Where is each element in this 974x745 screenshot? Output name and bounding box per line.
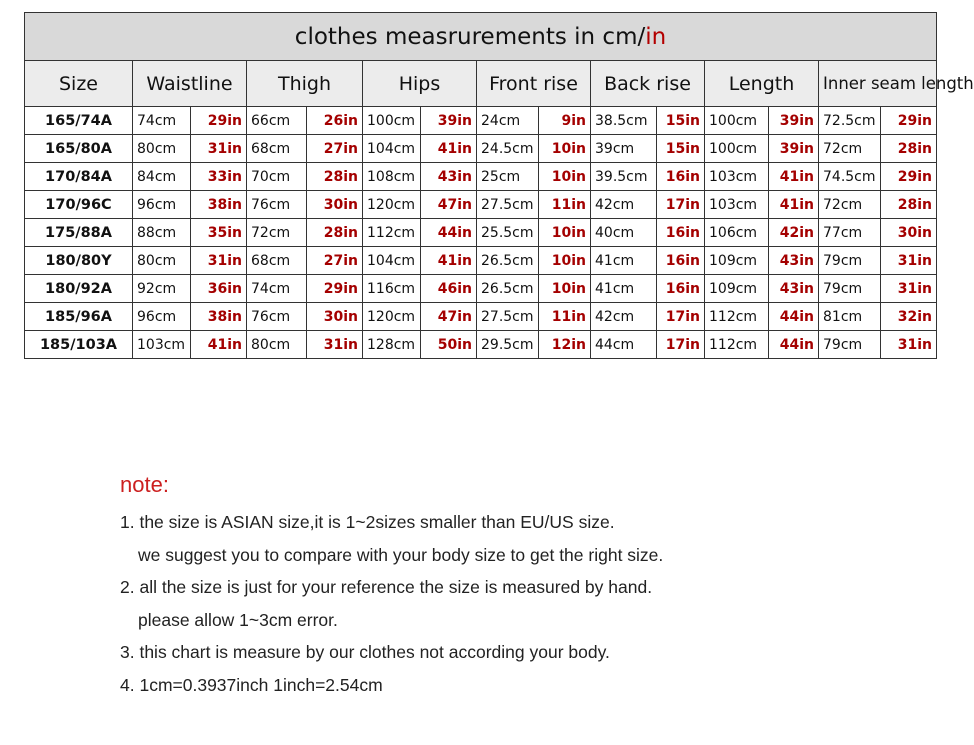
inch-value-cell: 28in <box>881 191 937 219</box>
size-cell: 185/103A <box>25 331 133 359</box>
inch-value-cell: 36in <box>191 275 247 303</box>
cm-value-cell: 24.5cm <box>477 135 539 163</box>
inch-value-cell: 38in <box>191 303 247 331</box>
cm-value-cell: 76cm <box>247 303 307 331</box>
table-row <box>25 331 937 359</box>
inch-value-cell: 17in <box>657 303 705 331</box>
inch-value-cell: 41in <box>769 191 819 219</box>
inch-value-cell: 41in <box>191 331 247 359</box>
cm-value-cell: 40cm <box>591 219 657 247</box>
cm-value-cell: 92cm <box>133 275 191 303</box>
cm-value-cell: 112cm <box>705 331 769 359</box>
cm-value-cell: 76cm <box>247 191 307 219</box>
inch-value-cell: 10in <box>539 135 591 163</box>
note-line: we suggest you to compare with your body size to get the right size. <box>138 544 664 565</box>
cm-value-cell: 42cm <box>591 191 657 219</box>
cm-value-cell: 120cm <box>363 303 421 331</box>
cm-value-cell: 104cm <box>363 247 421 275</box>
header-thigh: Thigh <box>247 61 363 107</box>
cm-value-cell: 74.5cm <box>819 163 881 191</box>
inch-value-cell: 43in <box>769 247 819 275</box>
inch-value-cell: 10in <box>539 247 591 275</box>
cm-value-cell: 96cm <box>133 303 191 331</box>
cm-value-cell: 109cm <box>705 247 769 275</box>
cm-value-cell: 25cm <box>477 163 539 191</box>
cm-value-cell: 80cm <box>133 135 191 163</box>
inch-value-cell: 28in <box>307 163 363 191</box>
inch-value-cell: 31in <box>881 331 937 359</box>
chart-title-accent: in <box>645 23 667 50</box>
cm-value-cell: 74cm <box>247 275 307 303</box>
inch-value-cell: 11in <box>539 191 591 219</box>
cm-value-cell: 128cm <box>363 331 421 359</box>
cm-value-cell: 100cm <box>363 107 421 135</box>
inch-value-cell: 17in <box>657 191 705 219</box>
inch-value-cell: 33in <box>191 163 247 191</box>
inch-value-cell: 31in <box>881 247 937 275</box>
cm-value-cell: 109cm <box>705 275 769 303</box>
cm-value-cell: 27.5cm <box>477 191 539 219</box>
inch-value-cell: 39in <box>769 107 819 135</box>
note-line: 2. all the size is just for your reference the size is measured by hand. <box>120 577 653 597</box>
cm-value-cell: 44cm <box>591 331 657 359</box>
size-chart-table <box>24 12 974 359</box>
cm-value-cell: 66cm <box>247 107 307 135</box>
inch-value-cell: 47in <box>421 303 477 331</box>
inch-value-cell: 43in <box>421 163 477 191</box>
cm-value-cell: 39.5cm <box>591 163 657 191</box>
cm-value-cell: 80cm <box>133 247 191 275</box>
inch-value-cell: 27in <box>307 247 363 275</box>
cm-value-cell: 41cm <box>591 247 657 275</box>
cm-value-cell: 120cm <box>363 191 421 219</box>
table-body <box>25 107 937 359</box>
inch-value-cell: 16in <box>657 275 705 303</box>
inch-value-cell: 15in <box>657 107 705 135</box>
note-line: 3. this chart is measure by our clothes not according your body. <box>120 642 610 662</box>
note-line: 1. the size is ASIAN size,it is 1~2sizes smaller than EU/US size. <box>120 512 615 532</box>
inch-value-cell: 29in <box>307 275 363 303</box>
inch-value-cell: 11in <box>539 303 591 331</box>
inch-value-cell: 41in <box>421 247 477 275</box>
note-line: please allow 1~3cm error. <box>138 609 338 630</box>
inch-value-cell: 35in <box>191 219 247 247</box>
header-size: Size <box>25 61 133 107</box>
inch-value-cell: 10in <box>539 163 591 191</box>
cm-value-cell: 79cm <box>819 275 881 303</box>
cm-value-cell: 84cm <box>133 163 191 191</box>
cm-value-cell: 39cm <box>591 135 657 163</box>
header-front-rise: Front rise <box>477 61 591 107</box>
cm-value-cell: 38.5cm <box>591 107 657 135</box>
inch-value-cell: 42in <box>769 219 819 247</box>
cm-value-cell: 77cm <box>819 219 881 247</box>
inch-value-cell: 43in <box>769 275 819 303</box>
table-row <box>25 275 937 303</box>
inch-value-cell: 46in <box>421 275 477 303</box>
inch-value-cell: 15in <box>657 135 705 163</box>
inch-value-cell: 32in <box>881 303 937 331</box>
header-hips: Hips <box>363 61 477 107</box>
cm-value-cell: 116cm <box>363 275 421 303</box>
inch-value-cell: 26in <box>307 107 363 135</box>
size-cell: 170/96C <box>25 191 133 219</box>
inch-value-cell: 50in <box>421 331 477 359</box>
inch-value-cell: 17in <box>657 331 705 359</box>
size-cell: 175/88A <box>25 219 133 247</box>
table-row <box>25 107 937 135</box>
table-row <box>25 163 937 191</box>
cm-value-cell: 112cm <box>705 303 769 331</box>
inch-value-cell: 31in <box>191 247 247 275</box>
cm-value-cell: 72.5cm <box>819 107 881 135</box>
inch-value-cell: 29in <box>881 163 937 191</box>
cm-value-cell: 79cm <box>819 247 881 275</box>
cm-value-cell: 29.5cm <box>477 331 539 359</box>
inch-value-cell: 47in <box>421 191 477 219</box>
inch-value-cell: 30in <box>881 219 937 247</box>
cm-value-cell: 70cm <box>247 163 307 191</box>
inch-value-cell: 39in <box>421 107 477 135</box>
inch-value-cell: 16in <box>657 247 705 275</box>
cm-value-cell: 42cm <box>591 303 657 331</box>
size-cell: 185/96A <box>25 303 133 331</box>
inch-value-cell: 39in <box>769 135 819 163</box>
cm-value-cell: 26.5cm <box>477 247 539 275</box>
header-length: Length <box>705 61 819 107</box>
cm-value-cell: 72cm <box>247 219 307 247</box>
cm-value-cell: 100cm <box>705 107 769 135</box>
cm-value-cell: 106cm <box>705 219 769 247</box>
table-row <box>25 219 937 247</box>
size-cell: 165/74A <box>25 107 133 135</box>
size-cell: 170/84A <box>25 163 133 191</box>
cm-value-cell: 72cm <box>819 191 881 219</box>
cm-value-cell: 100cm <box>705 135 769 163</box>
cm-value-cell: 96cm <box>133 191 191 219</box>
inch-value-cell: 44in <box>421 219 477 247</box>
note-title: note: <box>120 472 169 497</box>
inch-value-cell: 31in <box>307 331 363 359</box>
inch-value-cell: 29in <box>881 107 937 135</box>
inch-value-cell: 10in <box>539 275 591 303</box>
header-row <box>25 61 937 107</box>
inch-value-cell: 38in <box>191 191 247 219</box>
cm-value-cell: 112cm <box>363 219 421 247</box>
header-inner-seam-length: Inner seam length <box>819 61 937 107</box>
cm-value-cell: 26.5cm <box>477 275 539 303</box>
cm-value-cell: 81cm <box>819 303 881 331</box>
cm-value-cell: 103cm <box>133 331 191 359</box>
inch-value-cell: 41in <box>421 135 477 163</box>
inch-value-cell: 10in <box>539 219 591 247</box>
table-row <box>25 135 937 163</box>
cm-value-cell: 27.5cm <box>477 303 539 331</box>
table-row <box>25 303 937 331</box>
header-waistline: Waistline <box>133 61 247 107</box>
cm-value-cell: 24cm <box>477 107 539 135</box>
note-section <box>120 472 663 701</box>
chart-title <box>25 13 937 61</box>
inch-value-cell: 41in <box>769 163 819 191</box>
inch-value-cell: 30in <box>307 191 363 219</box>
cm-value-cell: 104cm <box>363 135 421 163</box>
cm-value-cell: 74cm <box>133 107 191 135</box>
inch-value-cell: 16in <box>657 219 705 247</box>
cm-value-cell: 79cm <box>819 331 881 359</box>
inch-value-cell: 31in <box>881 275 937 303</box>
header-back-rise: Back rise <box>591 61 705 107</box>
inch-value-cell: 28in <box>881 135 937 163</box>
cm-value-cell: 68cm <box>247 135 307 163</box>
chart-title-text: clothes measrurements in cm/ <box>294 23 646 50</box>
cm-value-cell: 88cm <box>133 219 191 247</box>
inch-value-cell: 28in <box>307 219 363 247</box>
cm-value-cell: 80cm <box>247 331 307 359</box>
size-cell: 165/80A <box>25 135 133 163</box>
size-cell: 180/92A <box>25 275 133 303</box>
cm-value-cell: 103cm <box>705 163 769 191</box>
cm-value-cell: 68cm <box>247 247 307 275</box>
cm-value-cell: 25.5cm <box>477 219 539 247</box>
inch-value-cell: 27in <box>307 135 363 163</box>
inch-value-cell: 9in <box>539 107 591 135</box>
inch-value-cell: 12in <box>539 331 591 359</box>
inch-value-cell: 16in <box>657 163 705 191</box>
cm-value-cell: 72cm <box>819 135 881 163</box>
cm-value-cell: 41cm <box>591 275 657 303</box>
inch-value-cell: 44in <box>769 303 819 331</box>
inch-value-cell: 31in <box>191 135 247 163</box>
table-row <box>25 191 937 219</box>
inch-value-cell: 29in <box>191 107 247 135</box>
cm-value-cell: 108cm <box>363 163 421 191</box>
inch-value-cell: 30in <box>307 303 363 331</box>
table-row <box>25 247 937 275</box>
note-line: 4. 1cm=0.3937inch 1inch=2.54cm <box>120 674 383 695</box>
inch-value-cell: 44in <box>769 331 819 359</box>
size-cell: 180/80Y <box>25 247 133 275</box>
cm-value-cell: 103cm <box>705 191 769 219</box>
